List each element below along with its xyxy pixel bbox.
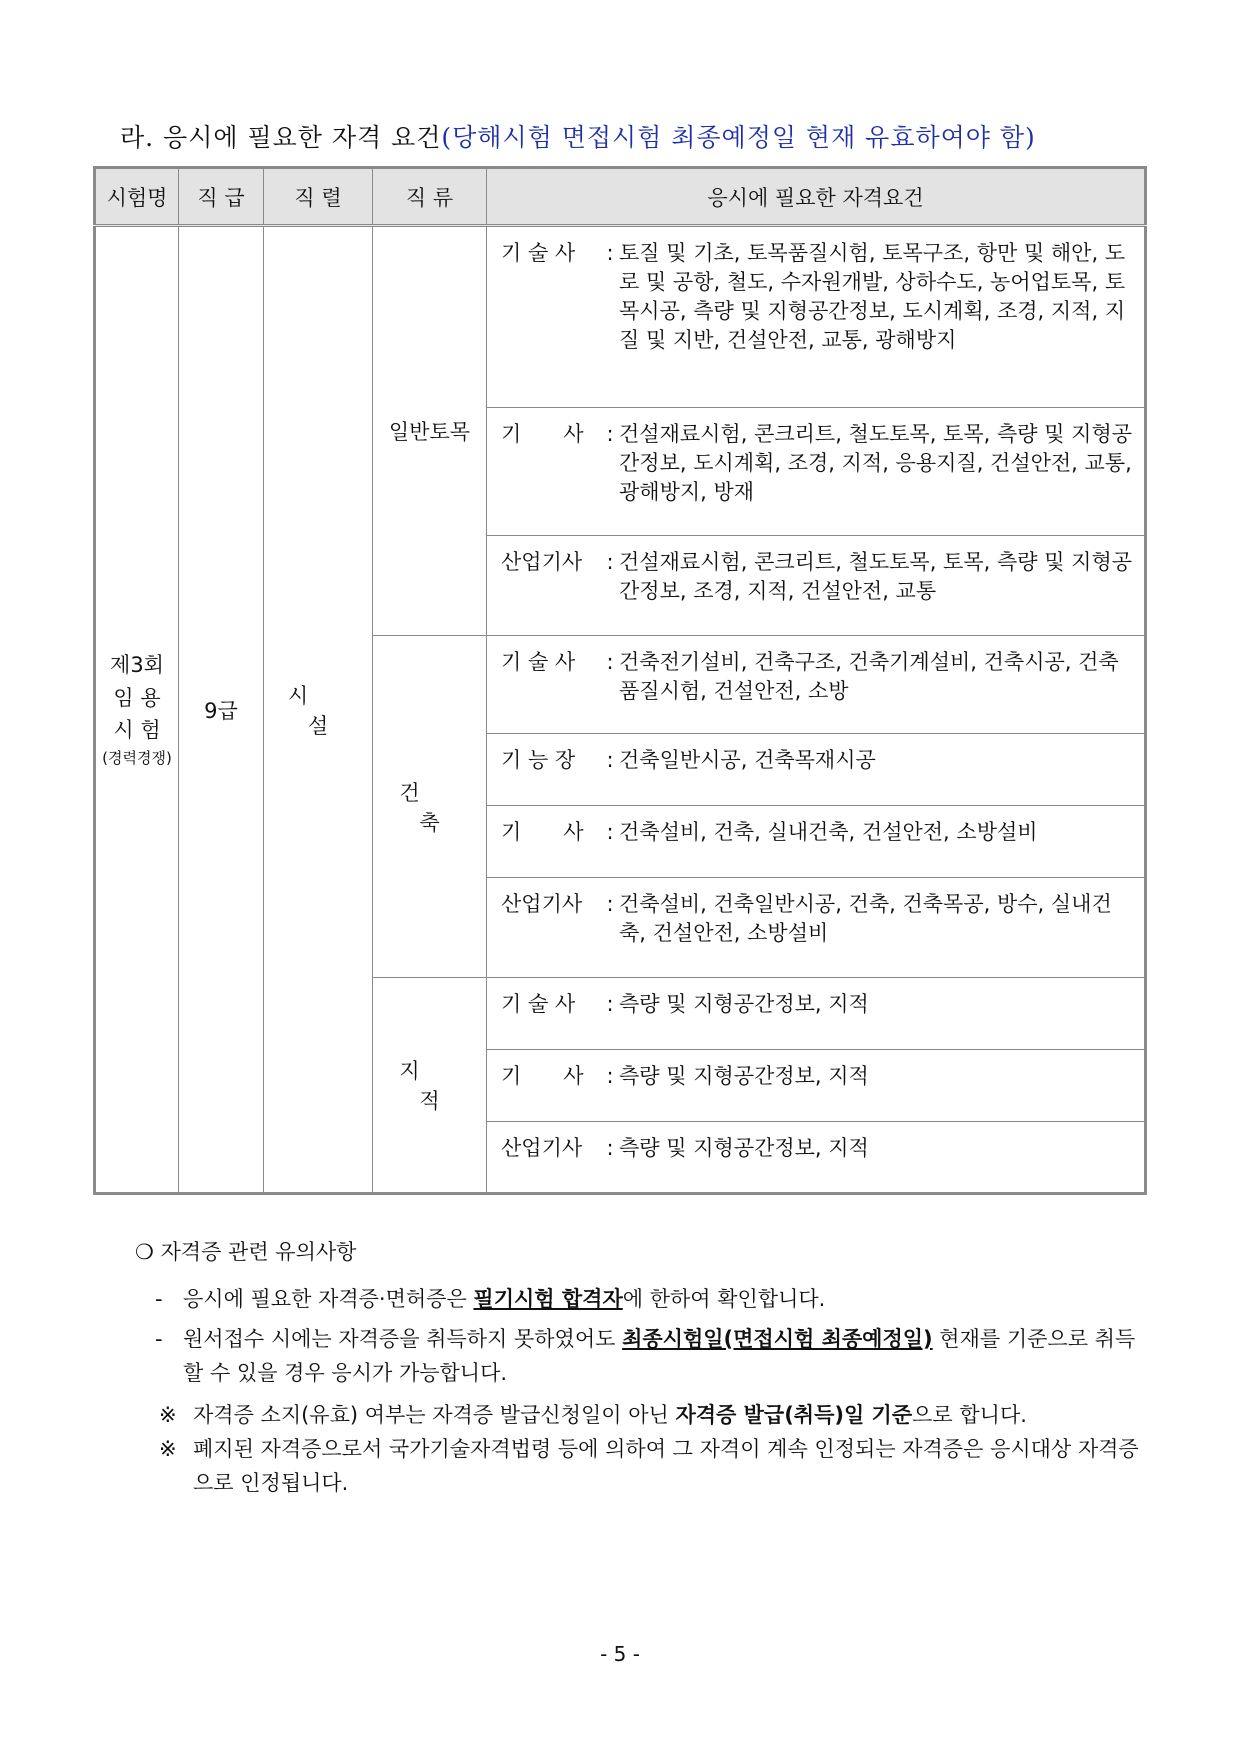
dash-marker: - bbox=[155, 1327, 163, 1351]
exam-line: 제3회 bbox=[110, 653, 164, 678]
cert-list: 건축설비, 건축, 실내건축, 건설안전, 소방설비 bbox=[619, 820, 1038, 844]
exam-line: 시 험 bbox=[113, 718, 161, 743]
cert-level: 산업기사 bbox=[501, 892, 583, 916]
separator: : bbox=[606, 820, 614, 844]
reference-note bbox=[135, 1398, 1145, 1432]
header-grade: 직 급 bbox=[179, 168, 264, 226]
requirement-cell bbox=[487, 1122, 1146, 1194]
note-text bbox=[155, 1282, 1145, 1316]
note-text-part: 에 한하여 확인합니다. bbox=[622, 1287, 826, 1311]
dash-marker: - bbox=[155, 1287, 163, 1311]
requirements-table bbox=[93, 166, 1147, 1195]
cert-level: 산업기사 bbox=[501, 550, 583, 574]
cert-list: 건설재료시험, 콘크리트, 철도토목, 토목, 측량 및 지형공간정보, 조경, 지적, 건설안전, 교통 bbox=[619, 550, 1133, 603]
cert-list: 건설재료시험, 콘크리트, 철도토목, 토목, 측량 및 지형공간정보, 도시계획, 조경, 지적, 응용지질, 건설안전, 교통, 광해방지, 방재 bbox=[619, 422, 1133, 504]
circle-bullet-icon: ❍ bbox=[135, 1240, 154, 1264]
cert-level: 기 사 bbox=[501, 422, 584, 446]
heading-main: 라. 응시에 필요한 자격 요건 bbox=[120, 123, 442, 152]
table-row bbox=[95, 226, 1146, 408]
cert-level: 산업기사 bbox=[501, 1136, 583, 1160]
note-text-part: 원서접수 시에는 자격증을 취득하지 못하였어도 bbox=[183, 1327, 623, 1351]
cert-list: 건축전기설비, 건축구조, 건축기계설비, 건축시공, 건축품질시험, 건설안전, 소방 bbox=[619, 650, 1119, 703]
separator: : bbox=[606, 422, 614, 446]
header-exam: 시험명 bbox=[95, 168, 179, 226]
reference-mark-icon: ※ bbox=[159, 1437, 177, 1461]
separator: : bbox=[606, 550, 614, 574]
note-text: 폐지된 자격증으로서 국가기술자격법령 등에 의하여 그 자격이 계속 인정되는 자격증은 응시대상 자격증으로 인정됩니다. bbox=[193, 1437, 1139, 1495]
series-label: 시설 bbox=[287, 683, 369, 738]
note-emphasis: 최종시험일(면접시험 최종예정일) bbox=[622, 1327, 933, 1351]
requirement-cell bbox=[487, 878, 1146, 978]
kind-cell-civil bbox=[373, 226, 487, 636]
cert-level: 기 술 사 bbox=[501, 650, 576, 674]
requirement-cell bbox=[487, 734, 1146, 806]
note-text-part: 현재를 기준으로 취득할 수 있을 경우 응시가 가능합니다. bbox=[183, 1327, 1136, 1385]
cert-level: 기 능 장 bbox=[501, 748, 576, 772]
cert-list: 토질 및 기초, 토목품질시험, 토목구조, 항만 및 해안, 도로 및 공항, 철도, 수자원개발, 상하수도, 농어업토목, 토목시공, 측량 및 지형공간정보, 도시계획, 조경, 지적, 지질 및 지반, 건설안전, 교통, 광해방지 bbox=[619, 241, 1126, 352]
header-series: 직 렬 bbox=[264, 168, 373, 226]
note-text-part: 응시에 필요한 자격증·면허증은 bbox=[183, 1287, 474, 1311]
cert-level: 기 술 사 bbox=[501, 241, 576, 265]
cert-level: 기 술 사 bbox=[501, 992, 576, 1016]
kind-label: 지적 bbox=[399, 1059, 480, 1113]
kind-cell-architecture bbox=[373, 636, 487, 978]
note-text bbox=[155, 1322, 1145, 1390]
cert-list: 측량 및 지형공간정보, 지적 bbox=[619, 1064, 869, 1088]
header-requirements: 응시에 필요한 자격요건 bbox=[487, 168, 1146, 226]
separator: : bbox=[606, 241, 614, 265]
header-kind: 직 류 bbox=[373, 168, 487, 226]
notes-section bbox=[135, 1236, 1145, 1500]
cert-list: 측량 및 지형공간정보, 지적 bbox=[619, 1136, 869, 1160]
exam-type: (경력경쟁) bbox=[102, 748, 172, 767]
requirement-cell bbox=[487, 806, 1146, 878]
cert-level: 기 사 bbox=[501, 1064, 584, 1088]
requirement-cell bbox=[487, 408, 1146, 536]
kind-label: 건축 bbox=[399, 780, 480, 835]
requirement-cell bbox=[487, 226, 1146, 408]
reference-note bbox=[135, 1432, 1145, 1500]
grade-cell: 9급 bbox=[179, 226, 264, 1194]
notes-title: 자격증 관련 유의사항 bbox=[160, 1240, 357, 1264]
series-cell bbox=[264, 226, 373, 1194]
requirement-cell bbox=[487, 1050, 1146, 1122]
requirement-cell bbox=[487, 978, 1146, 1050]
notes-heading bbox=[135, 1236, 1145, 1270]
requirement-cell bbox=[487, 536, 1146, 636]
kind-cell-cadastral bbox=[373, 978, 487, 1194]
separator: : bbox=[606, 892, 614, 916]
note-text-part: 자격증 소지(유효) 여부는 자격증 발급신청일이 아닌 bbox=[193, 1403, 676, 1427]
cert-level: 기 사 bbox=[501, 820, 584, 844]
exam-name-cell bbox=[95, 226, 179, 1194]
separator: : bbox=[606, 748, 614, 772]
kind-label: 일반토목 bbox=[388, 420, 471, 444]
separator: : bbox=[606, 1064, 614, 1088]
requirement-cell bbox=[487, 636, 1146, 734]
section-heading bbox=[120, 118, 1036, 154]
exam-line: 임 용 bbox=[113, 685, 161, 710]
cert-list: 건축일반시공, 건축목재시공 bbox=[619, 748, 876, 772]
heading-note: (당해시험 면접시험 최종예정일 현재 유효하여야 함) bbox=[441, 123, 1036, 152]
note-item bbox=[135, 1282, 1145, 1316]
table-header-row bbox=[95, 168, 1146, 226]
note-text-part: 으로 합니다. bbox=[912, 1403, 1027, 1427]
note-emphasis: 필기시험 합격자 bbox=[473, 1287, 623, 1311]
note-item bbox=[135, 1322, 1145, 1390]
cert-list: 측량 및 지형공간정보, 지적 bbox=[619, 992, 869, 1016]
separator: : bbox=[606, 1136, 614, 1160]
reference-mark-icon: ※ bbox=[159, 1403, 177, 1427]
note-text bbox=[159, 1398, 1145, 1432]
note-emphasis: 자격증 발급(취득)일 기준 bbox=[675, 1403, 913, 1427]
cert-list: 건축설비, 건축일반시공, 건축, 건축목공, 방수, 실내건축, 건설안전, 소방설비 bbox=[619, 892, 1112, 945]
separator: : bbox=[606, 650, 614, 674]
page-number: - 5 - bbox=[600, 1642, 640, 1666]
separator: : bbox=[606, 992, 614, 1016]
